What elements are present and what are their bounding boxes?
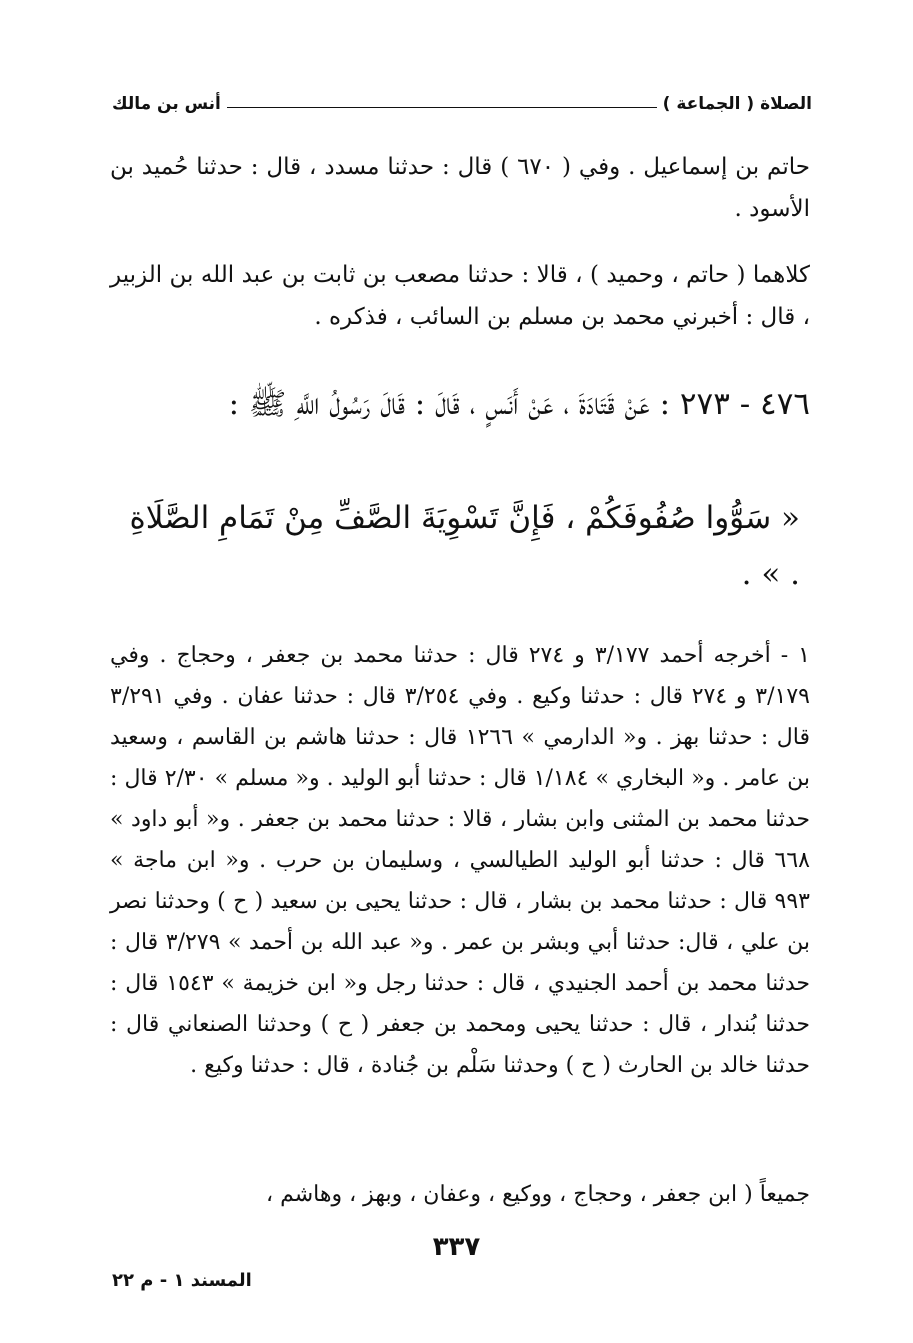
page-number: ٣٣٧ [432,1232,481,1262]
header-rule [227,107,657,108]
printer-signature: المسند ١ - م ٢٢ [112,1270,252,1291]
hadith-intro: ٤٧٦ - ٢٧٣ : عَنْ قَتَادَةَ ، عَنْ أَنَسٍ ، قَالَ : قَالَ رَسُولُ اللَّهِ ﷺ : [228,386,810,422]
footnote-1: ١ - أخرجه أحمد ٣/١٧٧ و ٢٧٤ قال : حدثنا محمد بن جعفر ، وحجاج . وفي ٣/١٧٩ و ٢٧٤ قال : حدثنا وكيع . وفي ٣/٢٥٤ قال : حدثنا عفان . وفي ٣/٢٩١ قال : حدثنا بهز . و« الدارمي » ١٢٦٦ قال : حدثنا هاشم بن القاسم ، وسعيد بن عامر . و« البخاري » ١/١٨٤ قال : حدثنا أبو الوليد . و« مسلم » ٢/٣٠ قال : حدثنا محمد بن المثنى وابن بشار ، قالا : حدثنا محمد بن جعفر . و« أبو داود » ٦٦٨ قال : حدثنا أبو الوليد الطيالسي ، وسليمان بن حرب . و« ابن ماجة » ٩٩٣ قال : حدثنا محمد بن بشار ، قال : حدثنا يحيى بن سعيد ( ح ) وحدثنا نصر بن علي ، قال: حدثنا أبي وبشر بن عمر . و« عبد الله بن أحمد » ٣/٢٧٩ قال : حدثنا محمد بن أحمد الجنيدي ، قال : حدثنا رجل و« ابن خزيمة » ١٥٤٣ قال : حدثنا بُندار ، قال : حدثنا يحيى ومحمد بن جعفر ( ح ) وحدثنا الصنعاني قال : حدثنا خالد بن الحارث ( ح ) وحدثنا سَلْم بن جُنادة ، قال : حدثنا وكيع . [110,643,811,1078]
running-header [112,84,812,114]
footnote-2: جميعاً ( ابن جعفر ، وحجاج ، ووكيع ، وعفان ، وبهز ، وهاشم ، [266,1182,810,1207]
body-paragraph-1: حاتم بن إسماعيل . وفي ( ٦٧٠ ) قال : حدثنا مسدد ، قال : حدثنا حُميد بن الأسود . [110,154,810,222]
header-narrator: أنس بن مالك [112,94,221,114]
hadith-text: « سَوُّوا صُفُوفَكُمْ ، فَإِنَّ تَسْوِيَةَ الصَّفِّ مِنْ تَمَامِ الصَّلَاةِ . » . [129,500,800,592]
body-paragraph-2: كلاهما ( حاتم ، وحميد ) ، قالا : حدثنا مصعب بن ثابت بن عبد الله بن الزبير ، قال : أخبرني محمد بن مسلم بن السائب ، فذكره . [110,262,810,330]
header-section-title: الصلاة ( الجماعة ) [662,94,812,114]
